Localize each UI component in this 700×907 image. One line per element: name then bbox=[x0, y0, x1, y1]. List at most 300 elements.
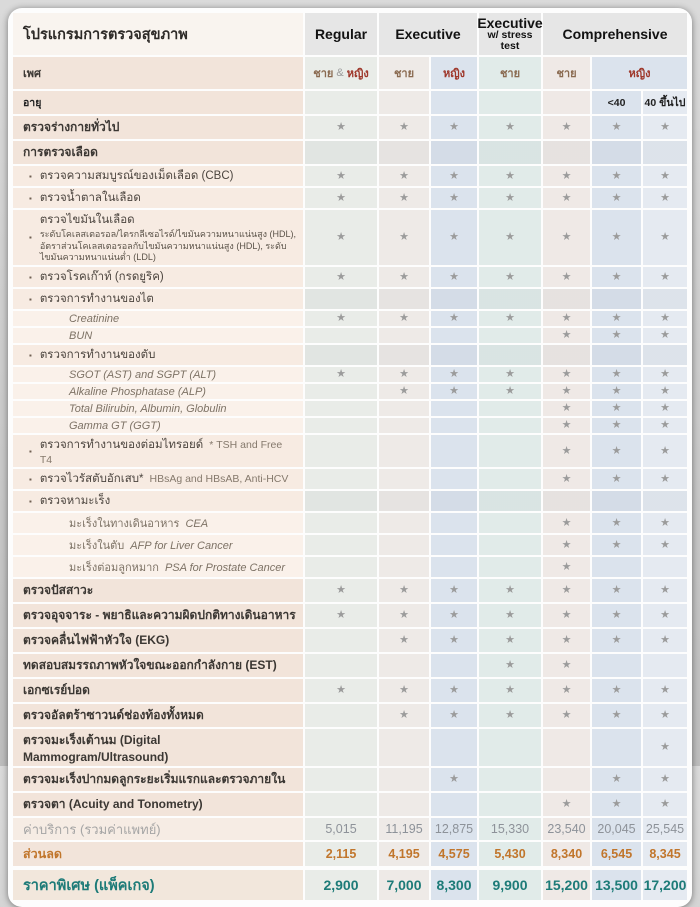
price-value-cell bbox=[543, 818, 590, 840]
price-value: 23,540 bbox=[547, 822, 586, 837]
test-row bbox=[13, 401, 687, 416]
star-icon: ★ bbox=[399, 709, 409, 722]
row-label bbox=[13, 210, 303, 265]
star-icon: ★ bbox=[505, 191, 515, 204]
row-label-thai: ตรวจน้ำตาลในเลือด bbox=[39, 192, 141, 204]
test-row bbox=[13, 289, 687, 309]
included-star-cell bbox=[543, 704, 590, 727]
star-icon: ★ bbox=[611, 684, 622, 697]
row-label-text bbox=[23, 606, 296, 625]
bullet-icon: ▪ bbox=[29, 171, 32, 181]
test-row bbox=[13, 491, 687, 511]
empty-cell bbox=[431, 491, 477, 511]
included-star-cell bbox=[592, 704, 641, 727]
empty-cell bbox=[643, 289, 687, 309]
included-star-cell bbox=[643, 418, 687, 433]
included-star-cell bbox=[479, 629, 541, 652]
empty-cell bbox=[479, 91, 541, 114]
test-row bbox=[13, 579, 687, 602]
row-label-thai: การตรวจเลือด bbox=[23, 145, 98, 159]
included-star-cell bbox=[305, 188, 377, 208]
star-icon: ★ bbox=[399, 231, 409, 244]
empty-cell bbox=[305, 513, 377, 533]
row-label-text bbox=[69, 313, 119, 325]
price-value-cell bbox=[431, 870, 477, 900]
empty-cell bbox=[305, 91, 377, 114]
row-label bbox=[13, 345, 303, 365]
empty-cell bbox=[643, 557, 687, 577]
included-star-cell bbox=[479, 679, 541, 702]
star-icon: ★ bbox=[561, 312, 572, 325]
included-star-cell bbox=[479, 116, 541, 139]
empty-cell bbox=[379, 289, 429, 309]
age-40-and-over-cell: 40 ขึ้นไป bbox=[643, 91, 687, 114]
row-label-text bbox=[23, 118, 119, 137]
empty-cell bbox=[479, 491, 541, 511]
empty-cell bbox=[431, 141, 477, 164]
column-header-executive-stress bbox=[479, 13, 541, 55]
included-star-cell bbox=[379, 704, 429, 727]
included-star-cell bbox=[543, 654, 590, 677]
star-icon: ★ bbox=[561, 419, 572, 432]
empty-cell bbox=[431, 793, 477, 816]
test-row bbox=[13, 679, 687, 702]
included-star-cell bbox=[643, 311, 687, 326]
test-row bbox=[13, 513, 687, 533]
star-icon: ★ bbox=[561, 121, 572, 133]
row-label-text bbox=[69, 536, 233, 554]
included-star-cell bbox=[431, 384, 477, 399]
included-star-cell bbox=[592, 629, 641, 652]
price-value-cell bbox=[305, 870, 377, 900]
included-star-cell bbox=[543, 210, 590, 265]
star-icon: ★ bbox=[660, 684, 670, 697]
row-label bbox=[13, 188, 303, 208]
price-value: 6,545 bbox=[600, 847, 633, 862]
included-star-cell bbox=[379, 166, 429, 186]
empty-cell bbox=[592, 654, 641, 677]
price-value: 8,345 bbox=[649, 847, 681, 862]
included-star-cell bbox=[305, 116, 377, 139]
star-icon: ★ bbox=[561, 169, 572, 182]
included-star-cell bbox=[643, 328, 687, 343]
gender-executive-male-cell: ชาย bbox=[379, 57, 429, 89]
row-label-thai: ตรวจร่างกายทั่วไป bbox=[23, 120, 120, 134]
included-star-cell bbox=[479, 654, 541, 677]
test-row bbox=[13, 311, 687, 326]
star-icon: ★ bbox=[336, 312, 346, 325]
row-label-english: AFP for Liver Cancer bbox=[130, 540, 233, 553]
price-row-special bbox=[13, 870, 687, 900]
empty-cell bbox=[379, 469, 429, 489]
included-star-cell bbox=[643, 604, 687, 627]
empty-cell bbox=[305, 435, 377, 467]
star-icon: ★ bbox=[449, 312, 459, 325]
price-value: 9,900 bbox=[492, 877, 528, 894]
price-value: 2,115 bbox=[325, 847, 357, 862]
empty-cell bbox=[379, 418, 429, 433]
price-value: 11,195 bbox=[385, 822, 423, 837]
row-label-text bbox=[23, 731, 297, 764]
star-icon: ★ bbox=[660, 709, 670, 722]
bullet-icon: ▪ bbox=[29, 474, 32, 484]
star-icon: ★ bbox=[561, 329, 572, 342]
row-label bbox=[13, 116, 303, 139]
empty-cell bbox=[379, 729, 429, 766]
included-star-cell bbox=[592, 418, 641, 433]
star-icon: ★ bbox=[336, 609, 346, 622]
included-star-cell bbox=[379, 579, 429, 602]
included-star-cell bbox=[592, 267, 641, 287]
star-icon: ★ bbox=[561, 270, 572, 283]
empty-cell bbox=[431, 435, 477, 467]
included-star-cell bbox=[643, 116, 687, 139]
row-label-english: HBsAg and HBsAB, Anti-HCV bbox=[149, 473, 289, 486]
star-icon: ★ bbox=[611, 419, 622, 432]
star-icon: ★ bbox=[611, 538, 622, 551]
star-icon: ★ bbox=[449, 709, 459, 722]
row-label-english: Gamma GT (GGT) bbox=[69, 419, 161, 432]
included-star-cell bbox=[379, 311, 429, 326]
row-label bbox=[13, 289, 303, 309]
included-star-cell bbox=[379, 267, 429, 287]
row-label bbox=[13, 629, 303, 652]
row-label-english: Creatinine bbox=[69, 312, 120, 325]
empty-cell bbox=[479, 418, 541, 433]
price-value-cell bbox=[479, 818, 541, 840]
star-icon: ★ bbox=[505, 169, 515, 182]
star-icon: ★ bbox=[399, 312, 409, 325]
included-star-cell bbox=[305, 267, 377, 287]
included-star-cell bbox=[592, 166, 641, 186]
included-star-cell bbox=[431, 768, 477, 791]
star-icon: ★ bbox=[611, 385, 622, 398]
empty-cell bbox=[479, 328, 541, 343]
star-icon: ★ bbox=[660, 169, 670, 182]
row-label bbox=[13, 679, 303, 702]
star-icon: ★ bbox=[336, 191, 346, 204]
empty-cell bbox=[479, 513, 541, 533]
star-icon: ★ bbox=[561, 444, 572, 457]
included-star-cell bbox=[479, 210, 541, 265]
included-star-cell bbox=[592, 401, 641, 416]
empty-cell bbox=[479, 793, 541, 816]
empty-cell bbox=[305, 289, 377, 309]
star-icon: ★ bbox=[505, 312, 515, 325]
price-value: 2,900 bbox=[323, 877, 359, 894]
star-icon: ★ bbox=[660, 516, 670, 529]
included-star-cell bbox=[543, 579, 590, 602]
row-label-thai: ตรวจไวรัสตับอักเสบ* bbox=[39, 473, 144, 486]
star-icon: ★ bbox=[611, 169, 622, 182]
included-star-cell bbox=[431, 166, 477, 186]
row-label bbox=[13, 401, 303, 416]
included-star-cell bbox=[479, 579, 541, 602]
included-star-cell bbox=[431, 579, 477, 602]
star-icon: ★ bbox=[611, 329, 622, 342]
price-value: 5,430 bbox=[494, 847, 526, 862]
test-row bbox=[13, 384, 687, 399]
star-icon: ★ bbox=[561, 709, 572, 722]
included-star-cell bbox=[592, 513, 641, 533]
star-icon: ★ bbox=[505, 368, 515, 381]
included-star-cell bbox=[592, 469, 641, 489]
row-label-thai: ทดสอบสมรรถภาพหัวใจขณะออกกำลังกาย (EST) bbox=[23, 658, 277, 673]
included-star-cell bbox=[543, 604, 590, 627]
included-star-cell bbox=[592, 311, 641, 326]
row-label-text bbox=[40, 346, 156, 364]
row-label-text bbox=[23, 681, 90, 700]
row-label-thai: ตรวจอุจจาระ - พยาธิและความผิดปกติทางเดินอาหาร bbox=[23, 608, 296, 623]
included-star-cell bbox=[643, 384, 687, 399]
star-icon: ★ bbox=[449, 609, 459, 622]
column-header-executive-stress-subtitle: w/ stress test bbox=[487, 29, 533, 53]
star-icon: ★ bbox=[611, 402, 622, 415]
star-icon: ★ bbox=[561, 659, 572, 672]
star-icon: ★ bbox=[611, 444, 622, 457]
included-star-cell bbox=[431, 267, 477, 287]
empty-cell bbox=[479, 535, 541, 555]
star-icon: ★ bbox=[561, 798, 572, 811]
row-label-text bbox=[40, 167, 234, 185]
empty-cell bbox=[379, 557, 429, 577]
row-label-thai: ตรวจหามะเร็ง bbox=[39, 495, 111, 508]
row-label-thai: ตรวจการทำงานของต่อมไทรอยด์ bbox=[39, 439, 204, 452]
empty-cell bbox=[543, 729, 590, 766]
empty-cell bbox=[431, 513, 477, 533]
price-value-cell bbox=[643, 870, 687, 900]
included-star-cell bbox=[543, 679, 590, 702]
test-row bbox=[13, 188, 687, 208]
price-value: 15,330 bbox=[490, 822, 530, 837]
test-row bbox=[13, 604, 687, 627]
included-star-cell bbox=[479, 166, 541, 186]
row-label-thai: ตรวจการทำงานของไต bbox=[39, 293, 154, 306]
star-icon: ★ bbox=[561, 634, 572, 647]
star-icon: ★ bbox=[561, 609, 572, 622]
empty-cell bbox=[305, 793, 377, 816]
price-value: 4,575 bbox=[438, 847, 470, 862]
row-label-text bbox=[40, 470, 289, 488]
row-label-english: SGOT (AST) and SGPT (ALT) bbox=[69, 368, 217, 381]
included-star-cell bbox=[305, 311, 377, 326]
star-icon: ★ bbox=[660, 609, 670, 622]
star-icon: ★ bbox=[660, 634, 670, 647]
included-star-cell bbox=[431, 311, 477, 326]
included-star-cell bbox=[543, 793, 590, 816]
row-label-text bbox=[23, 795, 203, 814]
included-star-cell bbox=[643, 367, 687, 382]
included-star-cell bbox=[543, 629, 590, 652]
included-star-cell bbox=[543, 311, 590, 326]
empty-cell bbox=[479, 345, 541, 365]
row-label bbox=[13, 604, 303, 627]
included-star-cell bbox=[592, 435, 641, 467]
star-icon: ★ bbox=[449, 385, 459, 398]
row-label-text bbox=[40, 436, 297, 466]
star-icon: ★ bbox=[660, 741, 670, 754]
empty-cell bbox=[305, 141, 377, 164]
empty-cell bbox=[543, 768, 590, 791]
table-body bbox=[13, 116, 687, 900]
included-star-cell bbox=[379, 679, 429, 702]
included-star-cell bbox=[431, 679, 477, 702]
row-label bbox=[13, 384, 303, 399]
star-icon: ★ bbox=[449, 191, 459, 204]
empty-cell bbox=[305, 469, 377, 489]
included-star-cell bbox=[592, 384, 641, 399]
test-row bbox=[13, 210, 687, 265]
bullet-icon: ▪ bbox=[29, 272, 32, 282]
price-value-cell bbox=[305, 818, 377, 840]
empty-cell bbox=[379, 535, 429, 555]
star-icon: ★ bbox=[505, 121, 515, 133]
included-star-cell bbox=[479, 188, 541, 208]
row-label-text bbox=[69, 514, 208, 532]
empty-cell bbox=[479, 141, 541, 164]
empty-cell bbox=[479, 435, 541, 467]
empty-cell bbox=[379, 401, 429, 416]
star-icon: ★ bbox=[336, 584, 346, 597]
row-label-thai: ตรวจปัสสาวะ bbox=[23, 583, 94, 598]
included-star-cell bbox=[643, 435, 687, 467]
star-icon: ★ bbox=[399, 368, 409, 381]
included-star-cell bbox=[592, 579, 641, 602]
test-row bbox=[13, 629, 687, 652]
row-label bbox=[13, 729, 303, 766]
row-label-text bbox=[40, 268, 164, 286]
star-icon: ★ bbox=[611, 584, 622, 597]
row-label-english: BUN bbox=[69, 329, 93, 342]
empty-cell bbox=[305, 654, 377, 677]
included-star-cell bbox=[379, 367, 429, 382]
gender-regular-cell bbox=[305, 57, 377, 89]
page-title: โปรแกรมการตรวจสุขภาพ bbox=[13, 13, 303, 55]
star-icon: ★ bbox=[561, 385, 572, 398]
included-star-cell bbox=[643, 629, 687, 652]
star-icon: ★ bbox=[505, 609, 515, 622]
star-icon: ★ bbox=[399, 169, 409, 182]
included-star-cell bbox=[305, 210, 377, 265]
column-header-executive-stress-title: Executive bbox=[477, 14, 543, 31]
row-label bbox=[13, 469, 303, 489]
column-header-comprehensive: Comprehensive bbox=[543, 13, 687, 55]
price-value: 15,200 bbox=[545, 877, 588, 894]
price-value-cell bbox=[431, 842, 477, 866]
included-star-cell bbox=[543, 513, 590, 533]
gender-male-text: ชาย bbox=[313, 68, 334, 80]
star-icon: ★ bbox=[561, 231, 572, 244]
price-value-cell bbox=[592, 818, 641, 840]
gender-comprehensive-female-cell: หญิง bbox=[592, 57, 687, 89]
included-star-cell bbox=[379, 384, 429, 399]
price-value: 20,045 bbox=[597, 822, 636, 837]
empty-cell bbox=[305, 729, 377, 766]
gender-female-text: หญิง bbox=[346, 68, 369, 80]
row-label bbox=[13, 367, 303, 382]
test-row bbox=[13, 729, 687, 766]
empty-cell bbox=[379, 435, 429, 467]
empty-cell bbox=[643, 141, 687, 164]
test-row bbox=[13, 704, 687, 727]
empty-cell bbox=[479, 401, 541, 416]
gender-row bbox=[13, 57, 687, 89]
star-icon: ★ bbox=[336, 270, 346, 283]
included-star-cell bbox=[543, 367, 590, 382]
empty-cell bbox=[379, 768, 429, 791]
row-label bbox=[13, 579, 303, 602]
row-label-thai: ตรวจคลื่นไฟฟ้าหัวใจ (EKG) bbox=[23, 633, 170, 648]
price-row-label: ราคาพิเศษ (แพ็คเกจ) bbox=[13, 870, 303, 900]
included-star-cell bbox=[643, 188, 687, 208]
price-value: 8,340 bbox=[550, 847, 583, 862]
gender-comprehensive-male-cell: ชาย bbox=[543, 57, 590, 89]
empty-cell bbox=[592, 345, 641, 365]
included-star-cell bbox=[592, 188, 641, 208]
test-row bbox=[13, 345, 687, 365]
star-icon: ★ bbox=[660, 402, 670, 415]
price-value-cell bbox=[592, 842, 641, 866]
empty-cell bbox=[431, 401, 477, 416]
star-icon: ★ bbox=[449, 684, 459, 697]
star-icon: ★ bbox=[505, 584, 515, 597]
price-value-cell bbox=[643, 842, 687, 866]
row-label-text bbox=[69, 386, 206, 398]
star-icon: ★ bbox=[611, 472, 622, 485]
empty-cell bbox=[379, 91, 429, 114]
star-icon: ★ bbox=[660, 419, 670, 432]
star-icon: ★ bbox=[611, 798, 622, 811]
row-label-thai: มะเร็งต่อมลูกหมาก bbox=[69, 562, 159, 575]
row-label-thai: ตรวจความสมบูรณ์ของเม็ดเลือด (CBC) bbox=[39, 170, 234, 182]
row-label-thai: ตรวจตา (Acuity and Tonometry) bbox=[23, 797, 203, 812]
empty-cell bbox=[379, 141, 429, 164]
included-star-cell bbox=[305, 579, 377, 602]
row-label-thai: ตรวจการทำงานของตับ bbox=[39, 349, 156, 362]
test-row bbox=[13, 166, 687, 186]
star-icon: ★ bbox=[505, 684, 515, 697]
included-star-cell bbox=[543, 557, 590, 577]
star-icon: ★ bbox=[505, 231, 515, 244]
star-icon: ★ bbox=[611, 191, 622, 204]
star-icon: ★ bbox=[611, 270, 622, 283]
star-icon: ★ bbox=[336, 121, 346, 133]
health-checkup-comparison-table bbox=[8, 8, 692, 907]
star-icon: ★ bbox=[660, 191, 670, 204]
star-icon: ★ bbox=[611, 516, 622, 529]
row-label-english: CEA bbox=[185, 518, 209, 531]
bullet-icon: ▪ bbox=[29, 496, 32, 506]
row-label-english: Total Bilirubin, Albumin, Globulin bbox=[69, 402, 227, 415]
star-icon: ★ bbox=[561, 538, 572, 551]
star-icon: ★ bbox=[660, 231, 670, 244]
row-label-text bbox=[40, 290, 154, 308]
row-label-text bbox=[69, 420, 161, 432]
empty-cell bbox=[592, 289, 641, 309]
included-star-cell bbox=[379, 604, 429, 627]
star-icon: ★ bbox=[611, 231, 622, 244]
included-star-cell bbox=[431, 188, 477, 208]
price-value-cell bbox=[431, 818, 477, 840]
included-star-cell bbox=[592, 604, 641, 627]
star-icon: ★ bbox=[611, 312, 622, 325]
bullet-icon: ▪ bbox=[29, 294, 32, 304]
empty-cell bbox=[431, 91, 477, 114]
included-star-cell bbox=[543, 188, 590, 208]
included-star-cell bbox=[543, 384, 590, 399]
included-star-cell bbox=[643, 469, 687, 489]
star-icon: ★ bbox=[505, 270, 515, 283]
